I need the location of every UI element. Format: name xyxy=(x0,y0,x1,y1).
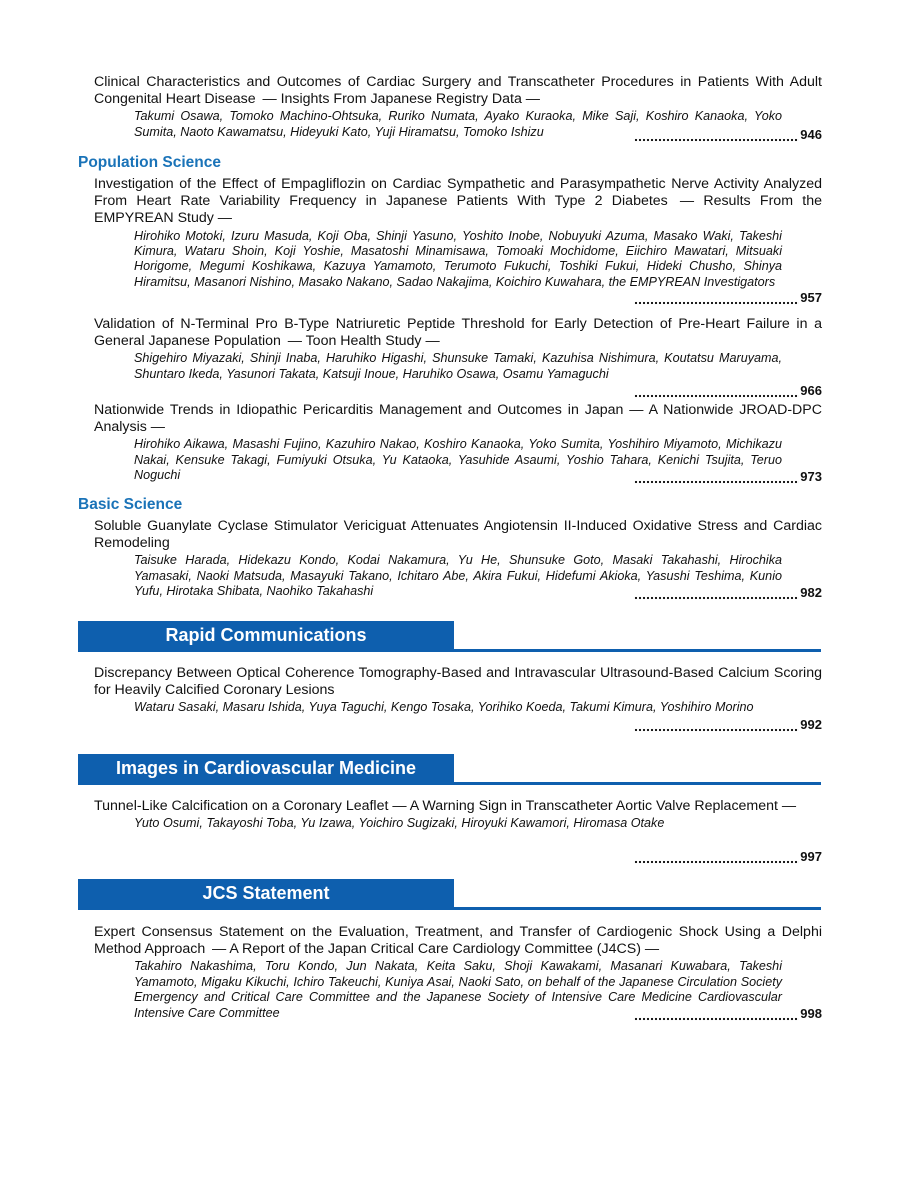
section-heading: Population Science xyxy=(78,154,221,171)
page-number: 997 xyxy=(800,849,822,864)
article-title: Tunnel-Like Calcification on a Coronary Leaflet — A Warning Sign in Transcatheter Aortic Valve Replacement — xyxy=(94,798,797,814)
page-number: 982 xyxy=(800,585,822,600)
article-authors: Shigehiro Miyazaki, Shinji Inaba, Haruhiko Higashi, Shunsuke Tamaki, Kazuhisa Nishimura, Koutatsu Maruyama, Shuntaro Ikeda, Yasunori Takata, Katsuji Inoue, Haruhiko Osawa, Osamu Yamaguchi xyxy=(134,351,782,381)
page-leader xyxy=(634,718,822,732)
article-authors: Takumi Osawa, Tomoko Machino-Ohtsuka, Ruriko Numata, Ayako Kuraoka, Mike Saji, Koshiro Kanaoka, Yoko Sumita, Naoto Kawamatsu, Hideyuki Kato, Yuji Hiramatsu, Tomoko Ishizu xyxy=(134,109,782,139)
article-authors: Takahiro Nakashima, Toru Kondo, Jun Nakata, Keita Saku, Shoji Kawakami, Masanari Kuwabara, Takeshi Yamamoto, Migaku Kikuchi, Ichiro Takeuchi, Kuniya Asai, Naoki Sato, on behalf of the Japanese Circulation Society Emergency and Critical Care Committee and the Japanese Society of Intensive Care Medicine Cardiovascular Intensive Care Committee xyxy=(134,959,782,1020)
banner-rule xyxy=(78,649,821,652)
article-title: Investigation of the Effect of Empagliflozin on Cardiac Sympathetic and Parasympathetic Nerve Activity Analyzed From Heart Rate Variability Frequency in Japanese Patients With Type 2 Diabetes — Results From the EMPYREAN Study — xyxy=(94,176,822,227)
page-leader xyxy=(634,586,822,600)
page-leader xyxy=(634,470,822,484)
banner-label: JCS Statement xyxy=(78,879,454,907)
toc-entry[interactable] xyxy=(94,316,822,382)
article-authors: Hirohiko Aikawa, Masashi Fujino, Kazuhiro Nakao, Koshiro Kanaoka, Yoko Sumita, Yoshihiro Miyamoto, Michikazu Nakai, Kensuke Takagi, Fumiyuki Otsuka, Yu Kataoka, Yasuhide Asaumi, Yoshio Tahara, Kenichi Tsujita, Teruo Noguchi xyxy=(134,437,782,483)
page-leader xyxy=(634,291,822,305)
section-banner xyxy=(78,879,821,911)
article-title: Nationwide Trends in Idiopathic Pericarditis Management and Outcomes in Japan — A Nationwide JROAD-DPC Analysis — xyxy=(94,402,822,436)
banner-label: Rapid Communications xyxy=(78,621,454,649)
article-authors: Taisuke Harada, Hidekazu Kondo, Kodai Nakamura, Yu He, Shunsuke Goto, Masaki Takahashi, Hirochika Yamasaki, Naoki Matsuda, Masayuki Takano, Ichitaro Abe, Akira Fukui, Hidefumi Akioka, Yasushi Teshima, Kunio Yufu, Hirotaka Shibata, Naohiko Takahashi xyxy=(134,553,782,599)
article-title: Discrepancy Between Optical Coherence Tomography-Based and Intravascular Ultrasound-Based Calcium Scoring for Heavily Calcified Coronary Lesions xyxy=(94,665,822,699)
page-number: 966 xyxy=(800,383,822,398)
article-authors: Yuto Osumi, Takayoshi Toba, Yu Izawa, Yoichiro Sugizaki, Hiroyuki Kawamori, Hiromasa Otake xyxy=(134,816,665,831)
dot-leader xyxy=(634,476,799,484)
dot-leader xyxy=(634,390,799,398)
toc-entry[interactable] xyxy=(94,798,822,832)
banner-label: Images in Cardiovascular Medicine xyxy=(78,754,454,782)
article-title: Clinical Characteristics and Outcomes of Cardiac Surgery and Transcatheter Procedures in Patients With Adult Congenital Heart Disease — Insights From Japanese Registry Data — xyxy=(94,74,822,108)
section-heading: Basic Science xyxy=(78,496,183,513)
article-title: Soluble Guanylate Cyclase Stimulator Vericiguat Attenuates Angiotensin II-Induced Oxidative Stress and Cardiac Remodeling xyxy=(94,518,822,552)
page-leader xyxy=(634,128,822,142)
toc-entry[interactable] xyxy=(94,665,822,716)
page-number: 998 xyxy=(800,1006,822,1021)
dot-leader xyxy=(634,134,799,142)
toc-entry[interactable] xyxy=(94,176,822,290)
page-number: 957 xyxy=(800,290,822,305)
dot-leader xyxy=(634,856,799,864)
dot-leader xyxy=(634,1013,799,1021)
section-banner xyxy=(78,621,821,653)
page-number: 946 xyxy=(800,127,822,142)
dot-leader xyxy=(634,724,799,732)
page-leader xyxy=(634,1007,822,1021)
banner-rule xyxy=(78,782,821,785)
page-leader xyxy=(634,850,822,864)
page-leader xyxy=(634,384,822,398)
banner-rule xyxy=(78,907,821,910)
article-title: Validation of N-Terminal Pro B-Type Natriuretic Peptide Threshold for Early Detection of Pre-Heart Failure in a General Japanese Population — Toon Health Study — xyxy=(94,316,822,350)
page-number: 992 xyxy=(800,717,822,732)
section-banner xyxy=(78,754,821,786)
dot-leader xyxy=(634,592,799,600)
page-number: 973 xyxy=(800,469,822,484)
article-authors: Hirohiko Motoki, Izuru Masuda, Koji Oba, Shinji Yasuno, Yoshito Inobe, Nobuyuki Azuma, Masako Waki, Takeshi Kimura, Wataru Shoin, Koji Yoshie, Masatoshi Minamisawa, Tomoaki Mochidome, Eiichiro Mawatari, Mitsuaki Horigome, Megumi Koshikawa, Kazuya Yamamoto, Terumoto Fukuchi, Toshiki Fukui, Hideki Chusho, Shinya Hiramitsu, Masanori Nishino, Masako Nakano, Sadao Nakajima, Koichiro Kuwahara, the EMPYREAN Investigators xyxy=(134,228,782,289)
article-authors: Wataru Sasaki, Masaru Ishida, Yuya Taguchi, Kengo Tosaka, Yorihiko Koeda, Takumi Kimura, Yoshihiro Morino xyxy=(134,700,754,715)
dot-leader xyxy=(634,297,799,305)
article-title: Expert Consensus Statement on the Evaluation, Treatment, and Transfer of Cardiogenic Shock Using a Delphi Method Approach — A Report of the Japan Critical Care Cardiology Committee (J4CS) — xyxy=(94,924,822,958)
